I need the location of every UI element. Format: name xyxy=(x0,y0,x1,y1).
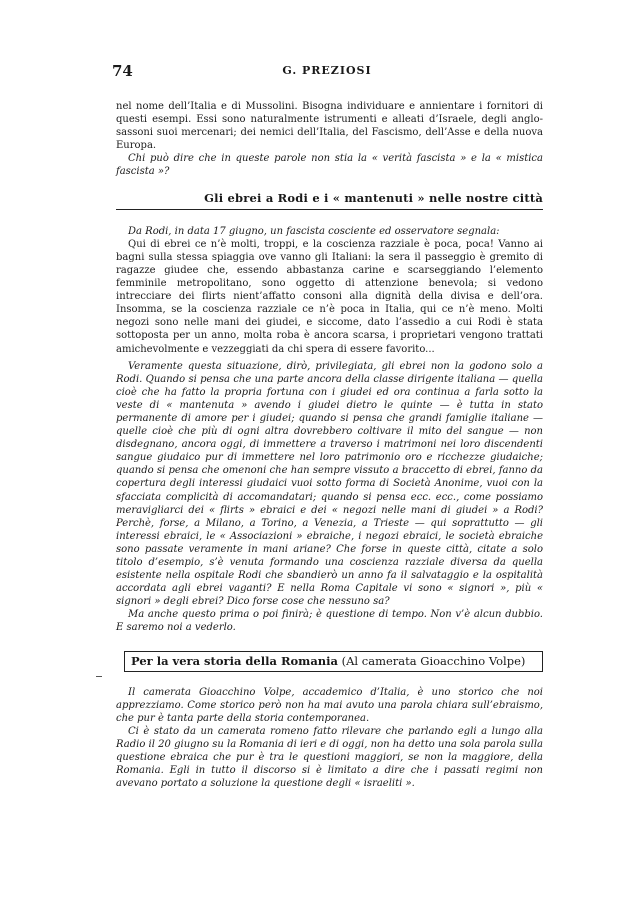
section1-commentary: Veramente questa situazione, dirò, privilegiata, gli ebrei non la godono solo a Rodi. Quando si pensa che una parte ancora della classe dirigente italiana — quella cioè che ha fatto la propria fortuna con i giudei ed ora continua a farla sotto la veste di « mantenuta » avendo i giudei dietro le quinte — è tutta in stato permanente di amore per i giudei; quando si pensa che grandi famiglie italiane — quelle cioè che più di ogni altra dovrebbero coltivare il mito del sangue — non disdegnano, ancora oggi, di immettere a traverso i matrimoni nei loro discendenti sangue giudaico pur di immettere nel loro patrimonio oro e ricchezze giudaiche; quando si pensa che omenoni che han sempre vissuto a braccetto di ebrei, fanno da copertura degli interessi giudaici vuoi sotto forma di Società Anonime, vuoi con la sfacciata complicità di accomandatari; quando si pensa ecc. ecc., come possiamo meravigliarci dei « flirts » ebraici e dei « negozi nelle mani di giudei » a Rodi? Perchè, forse, a Milano, a Torino, a Venezia, a Trieste — qui soprattutto — gli interessi ebraici, le « Associazioni » ebraiche, i negozi ebraici, le società ebraiche sono passate veramente in mani ariane? Che forse in queste città, citate a solo titolo d’esempio, s’è venuta formando una coscienza razziale diversa da quella esistente nella ospitale Rodi che sbandierò un anno fa il salvataggio e la ospitalità accordata agli ebrei vaganti? E nella Roma Capitale vi sono « signori », più « signori » degli ebrei? Dico forse cose che nessuno sa? xyxy=(116,360,543,608)
running-head: G. PREZIOSI xyxy=(282,64,372,77)
section2-paragraph-1: Il camerata Gioacchino Volpe, accademico d’Italia, è uno storico che noi apprezziamo. Come storico però non ha mai avuto una parola chiara sull’ebraismo, che pur è tanta parte della storia contemporanea. xyxy=(116,686,543,724)
section2-paragraph-2: Ci è stato da un camerata romeno fatto rilevare che parlando egli a lungo alla Radio il 20 giugno su la Romania di ieri e di oggi, non ha detto una sola parola sulla questione ebraica che pur è tra le questioni maggiori, se non la maggiore, della Romania. Egli in tutto il discorso si è limitato a dire che i passati regimi non avevano portato a soluzione la questione degli « israeliti ». xyxy=(116,725,543,790)
page-body xyxy=(116,100,543,790)
margin-mark xyxy=(96,676,102,677)
intro-paragraph: nel nome dell’Italia e di Mussolini. Bisogna individuare e annientare i fornitori di questi esempi. Essi sono naturalmente istrumenti e alleati d’Israele, degli anglo-sassoni suoi mercenari; dei nemici dell’Italia, del Fascismo, dell’Asse e della nuova Europa. xyxy=(116,101,543,152)
section1-closing: Ma anche questo prima o poi finirà; è questione di tempo. Non v’è alcun dubbio. E saremo noi a vederlo. xyxy=(116,609,543,634)
page-header xyxy=(112,62,542,82)
section-heading-romania xyxy=(124,651,543,672)
section2-title: Per la vera storia della Romania xyxy=(131,653,338,668)
page-number: 74 xyxy=(112,62,133,80)
section2-subtitle: (Al camerata Gioacchino Volpe) xyxy=(341,653,526,668)
section1-lead: Da Rodi, in data 17 giugno, un fascista cosciente ed osservatore segnala: xyxy=(128,225,500,237)
section1-quote: Qui di ebrei ce n’è molti, troppi, e la coscienza razziale è poca, poca! Vanno ai bagni sulla stessa spiaggia ove vanno gli Italiani: la sera il passeggio è gremito di ragazze giudee che, essendo abbastanza carine e scarseggiando l’elemento femminile metropolitano, sono oggetto di attenzione benevola; si vedono intrecciare dei flirts nient’affatto consoni alla dignità della divisa e dell’ora. Insomma, se la coscienza razziale ce n’è poca in Italia, qui ce n’è meno. Molti negozi sono nelle mani dei giudei, e siccome, dato l’assedio a cui Rodi è stata sottoposta per un anno, molta roba è ancora scarsa, i proprietari vengono trattati amichevolmente e vezzeggiati da chi spera di essere favorito... xyxy=(116,238,543,355)
intro-question: Chi può dire che in queste parole non stia la « verità fascista » e la « mistica fascista »? xyxy=(116,153,543,178)
section-heading-rodi: Gli ebrei a Rodi e i « mantenuti » nelle nostre città xyxy=(116,192,543,210)
